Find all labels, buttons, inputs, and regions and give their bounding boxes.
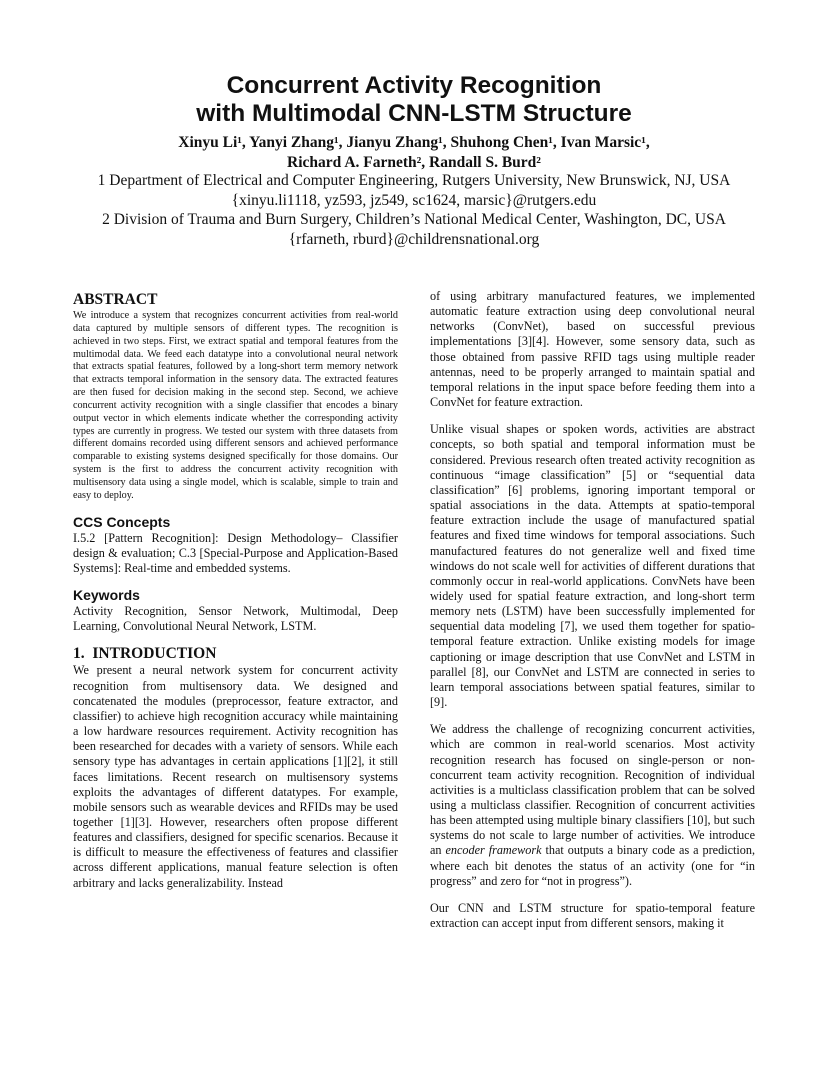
affiliation-1: 1 Department of Electrical and Computer Engineering, Rutgers University, New Brunswick, NJ, USA <box>97 172 731 189</box>
abstract-text: We introduce a system that recognizes concurrent activities from real-world data captured by multiple sensors of different types. The recognition is achieved in two steps. First, we extract spatial and temporal features from the multimodal data. We feed each datatype into a convolutional neural network that extracts spatial features, followed by a long-short term memory network that extracts temporal information in the sensory data. The extracted features are then fused for decision making in the second step. Second, we achieve concurrent activity recognition with a single classifier that encodes a binary output vector in which elements indicate whether the corresponding activity types are currently in progress. We tested our system with three datasets from different domains recorded using different sensors and achieved performance comparable to existing systems designed specifically for those domains. Our system is the first to address the concurrent activity recognition with multisensory data using a single model, which is scalable, simple to train and easy to deploy. <box>73 310 398 501</box>
introduction-paragraph-1: We present a neural network system for concurrent activity recognition from multisensory data. We designed and concatenated the modules (preprocessor, feature extractor, and classifier) to achieve high recognition accuracy while maintaining a low hardware resources requirement. Activity recognition has been researched for decades with a variety of sensors. While each sensory type has advantages in certain applications [1][2], it still faces limitations. Recent research on multisensory systems exploits the advantages of different datatypes. For example, mobile sensors such as wearable devices and RFIDs may be used together [1][3]. However, researchers often propose different features and classifiers, designed for specific scenarios. Because it is difficult to measure the effectiveness of features and classifier across different applications, manual feature selection is often arbitrary and lacks generalizability. Instead <box>73 663 398 890</box>
intro-paragraph-5: Our CNN and LSTM structure for spatio-temporal feature extraction can accept input from different sensors, making it <box>430 900 755 931</box>
intro-paragraph-3: Unlike visual shapes or spoken words, activities are abstract concepts, so both spatial and temporal information must be considered. Previous research often treated activity recognition as continuous “image classification” [5] or “sequential data classification” [6] problems, ignoring important temporal or spatial associations in the data. Attempts at spatio-temporal feature extraction include the usage of manufactured spatial features and fixed time windows for temporal associations. Such manufactured features do not generalize well and fixed time windows do not scale well for activities of different durations that commonly occur in real-world applications. ConvNets have been widely used for spatial feature extraction, and long-short term memory nets (LSTM) have been successfully implemented for sequential data modeling [7], we used them together for spatio-temporal feature extraction. Unlike existing models for image captioning or image description that use ConvNet and LSTM in parallel [8], our ConvNet and LSTM are connected in series to learn temporal associations between spatial features, similar to [9]. <box>430 422 755 710</box>
paper-title <box>0 72 828 128</box>
right-column <box>430 289 755 931</box>
author-list <box>0 133 828 173</box>
affiliations <box>0 171 828 249</box>
intro-paragraph-4 <box>430 722 755 889</box>
intro-paragraph-2: of using arbitrary manufactured features, we implemented automatic feature extraction using deep convolutional neural networks (ConvNet), based on successful previous implementations [3][4]. However, some sensory data, such as those obtained from passive RFID tags using multiple reader antennas, need to be properly arranged to maintain spatial and temporal relations in the input space before feeding them into a ConvNet for feature extraction. <box>430 289 755 410</box>
intro-paragraph-4-start: We address the challenge of recognizing concurrent activities, which are common in real-world scenarios. Most activity recognition research has focused on single-person or non-concurrent team activity recognition. Recognition of individual activities is a multiclass classification problem that can be solved using a multiclass classifier. Recognition of concurrent activities has been attempted using multiple binary classifiers [10], but such systems do not scale to large number of activities. We introduce an <box>430 722 755 858</box>
keywords-heading: Keywords <box>73 587 140 604</box>
authors-line-1: Xinyu Li¹, Yanyi Zhang¹, Jianyu Zhang¹, Shuhong Chen¹, Ivan Marsic¹, <box>178 134 650 151</box>
encoder-framework-term: encoder framework <box>445 843 542 858</box>
title-line-1: Concurrent Activity Recognition <box>226 72 602 99</box>
keywords-text: Activity Recognition, Sensor Network, Multimodal, Deep Learning, Convolutional Neural Network, LSTM. <box>73 604 398 634</box>
title-line-2: with Multimodal CNN-LSTM Structure <box>196 100 632 127</box>
authors-line-2: Richard A. Farneth², Randall S. Burd² <box>287 154 541 171</box>
intro-paragraph-4-end: that outputs a binary code as a prediction, where each bit denotes the status of an activity (one for “in progress” and zero for “not in progress”). <box>430 843 755 888</box>
affiliation-1-emails: {xinyu.li1118, yz593, jz549, sc1624, marsic}@rutgers.edu <box>231 191 597 209</box>
ccs-text: I.5.2 [Pattern Recognition]: Design Methodology– Classifier design & evaluation; C.3 [Special-Purpose and Application-Based Systems]: Real-time and embedded systems. <box>73 530 398 575</box>
left-column <box>73 290 398 891</box>
affiliation-2-emails: {rfarneth, rburd}@childrensnational.org <box>288 230 540 248</box>
affiliation-2: 2 Division of Trauma and Burn Surgery, Children’s National Medical Center, Washington, DC, USA <box>102 211 726 228</box>
abstract-heading: ABSTRACT <box>73 291 158 308</box>
introduction-heading: 1. INTRODUCTION <box>73 645 217 663</box>
ccs-heading: CCS Concepts <box>73 513 171 530</box>
